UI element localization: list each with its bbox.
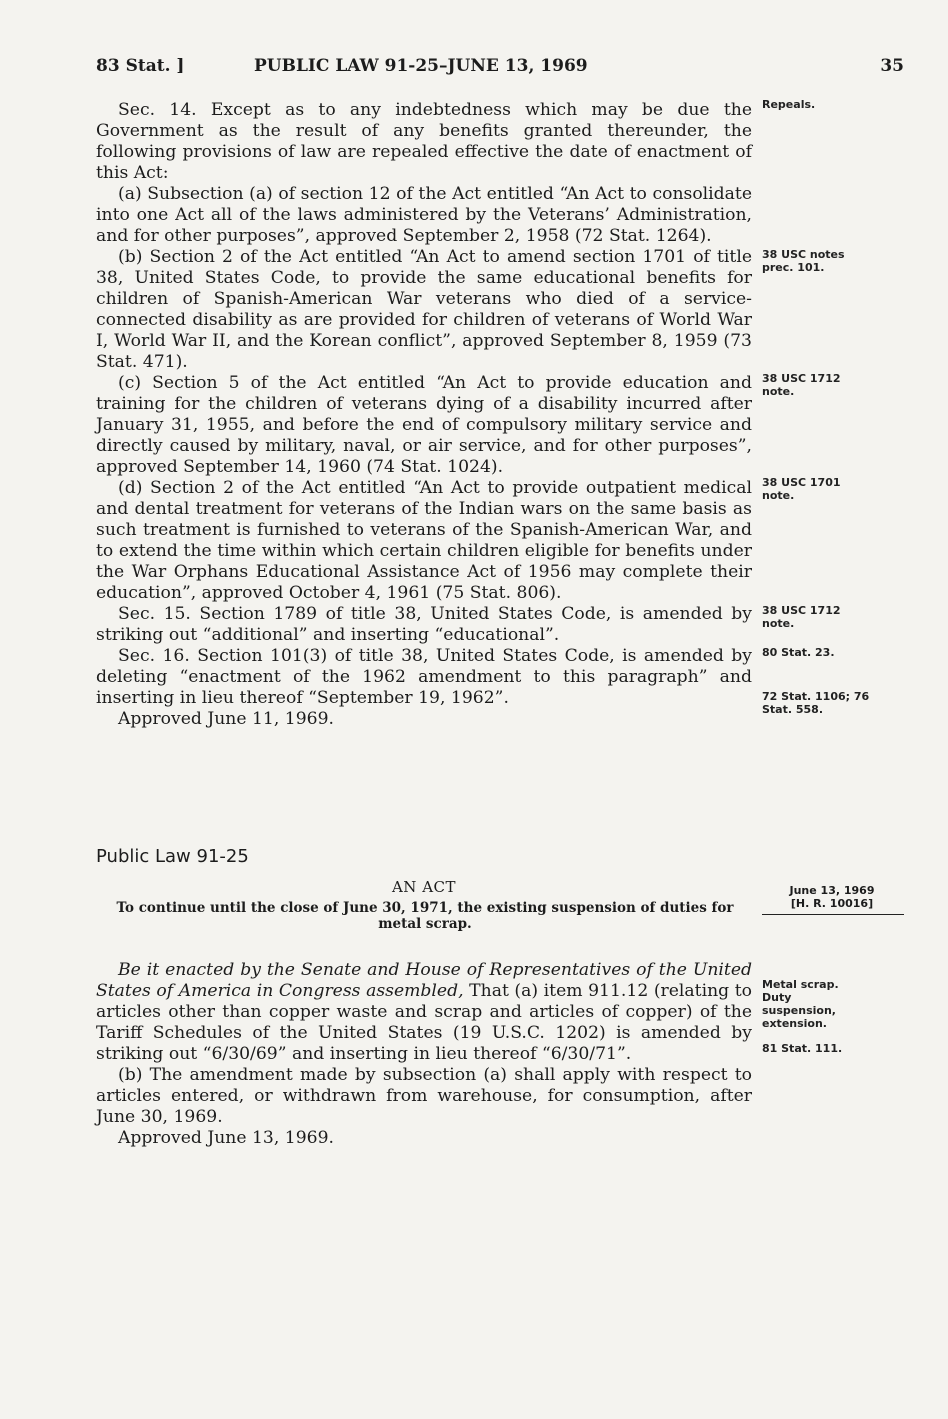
sec14-a: (a) Subsection (a) of section 12 of the Act entitled “An Act to consolidate into one Act all of the laws administered by the Veterans’ Administration, and for other purposes”, approved September 2, 1958 (72 Stat. 1264). [96,184,752,246]
enactment-date: June 13, 1969 [789,884,875,897]
margin-note-6: 72 Stat. 1106; 76 Stat. 558. [762,690,870,716]
enactment-date-box [762,884,902,910]
act-purpose: To continue until the close of June 30, 1971, the existing suspension of duties for metal scrap. [116,900,734,932]
sec14-b: (b) Section 2 of the Act entitled “An Act to amend section 1701 of title 38, United States Code, to provide the same educational benefits for children of Spanish-American War veterans who died of a service-connected disability as are provided for children of veterans of World War I, World War II, and the Korean conflict”, approved September 8, 1959 (73 Stat. 471). [96,247,752,372]
section-14 [96,100,752,730]
an-act-heading: AN ACT [391,878,457,896]
section-16: Sec. 16. Section 101(3) of title 38, United States Code, is amended by deleting “enactment of the 1962 amendment to this paragraph” and inserting in lieu thereof “September 19, 1962”. [96,646,752,708]
page-number: 35 [880,56,904,76]
margin-repeals: Repeals. [762,98,816,111]
margin-note-4: 38 USC 1712 note. [762,604,841,630]
page-header [96,56,904,86]
margin-stat-111: 81 Stat. 111. [762,1042,843,1055]
margin-note-3: 38 USC 1701 note. [762,476,841,502]
sec14-c: (c) Section 5 of the Act entitled “An Act to provide education and training for the children of veterans dying of a disability incurred after January 31, 1955, and before the end of compulsory military service and directly caused by military, naval, or air service, and for other purposes”, approved September 14, 1960 (74 Stat. 1024). [96,373,752,477]
enacting-clause [96,960,752,1065]
margin-metal-scrap: Metal scrap. Duty suspension, extension. [762,978,839,1030]
public-law-91-25-body [96,960,752,1149]
approved-june-11: Approved June 11, 1969. [118,709,334,729]
margin-note-5: 80 Stat. 23. [762,646,835,659]
enacting-text: That (a) item 911.12 (relating to articles other than copper waste and scrap and articles of copper) of the Tariff Schedules of the United States (19 U.S.C. 1202) is amended by striking out “6/30/69” and inserting in lieu thereof “6/30/71”. [96,981,752,1064]
date-rule [762,914,904,915]
sec14-intro: Sec. 14. Except as to any indebtedness which may be due the Government as the result of any benefits granted thereunder, the following provisions of law are repealed effective the date of enactment of this Act: [96,100,752,183]
sec14-d: (d) Section 2 of the Act entitled “An Act to provide outpatient medical and dental treatment for veterans of the Indian wars on the same basis as such treatment is furnished to veterans of the Spanish-American War, and to extend the time within which certain children eligible for benefits under the War Orphans Educational Assistance Act of 1956 may complete their education”, approved October 4, 1961 (75 Stat. 806). [96,478,752,603]
running-title: PUBLIC LAW 91-25–JUNE 13, 1969 [254,56,588,76]
margin-note-1: 38 USC notes prec. 101. [762,248,845,274]
approved-june-13: Approved June 13, 1969. [118,1128,334,1148]
bill-number: [H. R. 10016] [790,897,874,910]
margin-note-2: 38 USC 1712 note. [762,372,841,398]
enacting-formula: Be it enacted by the Senate and House of Representatives of the United States of America in Congress assembled, [96,960,752,1001]
subsection-b: (b) The amendment made by subsection (a) shall apply with respect to articles entered, or withdrawn from warehouse, for consumption, after June 30, 1969. [96,1065,752,1127]
public-law-title: Public Law 91-25 [96,846,249,867]
section-15: Sec. 15. Section 1789 of title 38, United States Code, is amended by striking out “additional” and inserting “educational”. [96,604,752,645]
volume-ref: 83 Stat. ] [96,56,185,76]
